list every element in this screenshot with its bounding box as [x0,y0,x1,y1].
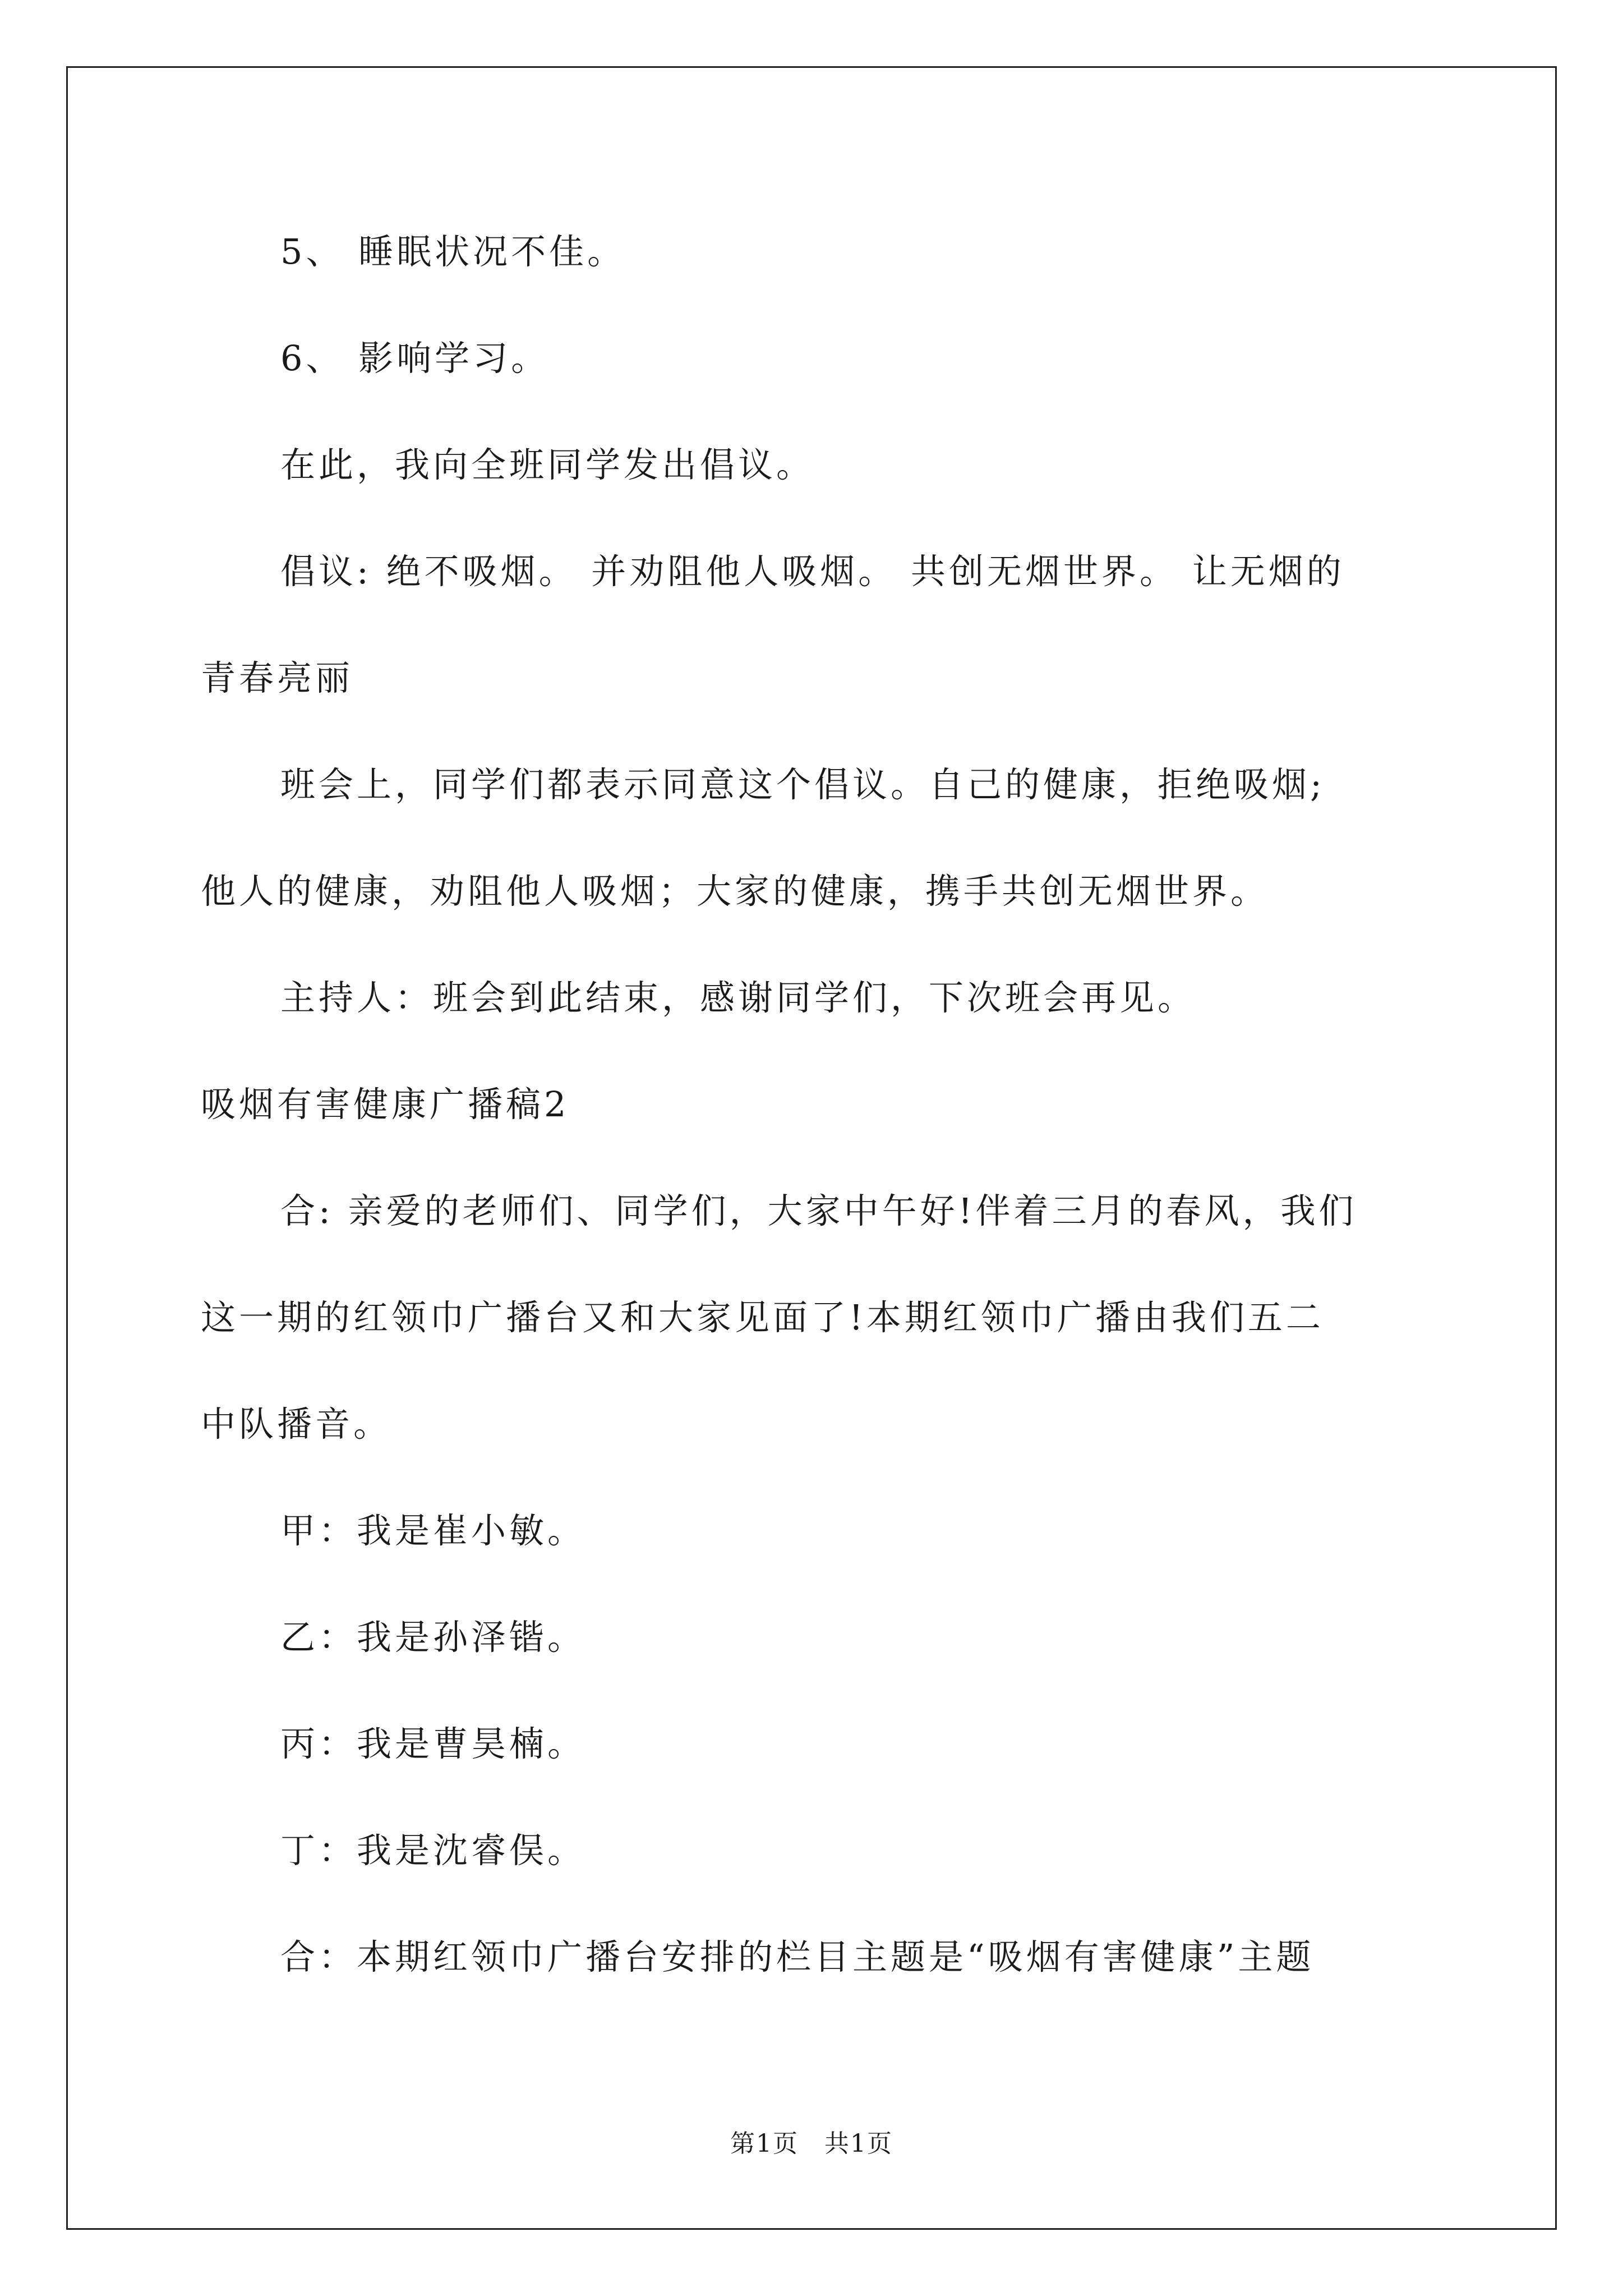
list-item-5: 5、 睡眠状况不佳。 [280,231,626,272]
speaker-bing: 丙：我是曹昊楠。 [280,1723,586,1764]
paragraph-host-closing: 主持人：班会到此结束，感谢同学们，下次班会再见。 [280,977,1196,1018]
speaker-yi: 乙：我是孙泽锴。 [280,1617,586,1658]
page-border [66,66,1557,2230]
paragraph-theme: 合：本期红领巾广播台安排的栏目主题是“吸烟有害健康”主题 [280,1936,1315,1977]
paragraph-greeting: 合: 亲爱的老师们、同学们，大家中午好!伴着三月的春风，我们 [280,1190,1357,1231]
paragraph-greeting-end: 中队播音。 [201,1404,392,1444]
list-item-6: 6、 影响学习。 [280,338,550,379]
paragraph-proposal: 倡议: 绝不吸烟。 并劝阻他人吸烟。 共创无烟世界。 让无烟的 [280,551,1345,592]
page-footer: 第1页 共1页 [730,2129,893,2158]
speaker-jia: 甲：我是崔小敏。 [280,1510,586,1551]
section-heading: 吸烟有害健康广播稿2 [201,1084,570,1125]
paragraph-greeting-cont: 这一期的红领巾广播台又和大家见面了!本期红领巾广播由我们五二 [201,1297,1324,1338]
paragraph-proposal-intro: 在此，我向全班同学发出倡议。 [280,444,815,485]
paragraph-proposal-cont: 青春亮丽 [201,657,354,698]
paragraph-class-meeting: 班会上，同学们都表示同意这个倡议。自己的健康，拒绝吸烟; [280,764,1325,805]
speaker-ding: 丁：我是沈睿俣。 [280,1830,586,1871]
paragraph-class-meeting-cont: 他人的健康，劝阻他人吸烟；大家的健康，携手共创无烟世界。 [201,871,1269,912]
